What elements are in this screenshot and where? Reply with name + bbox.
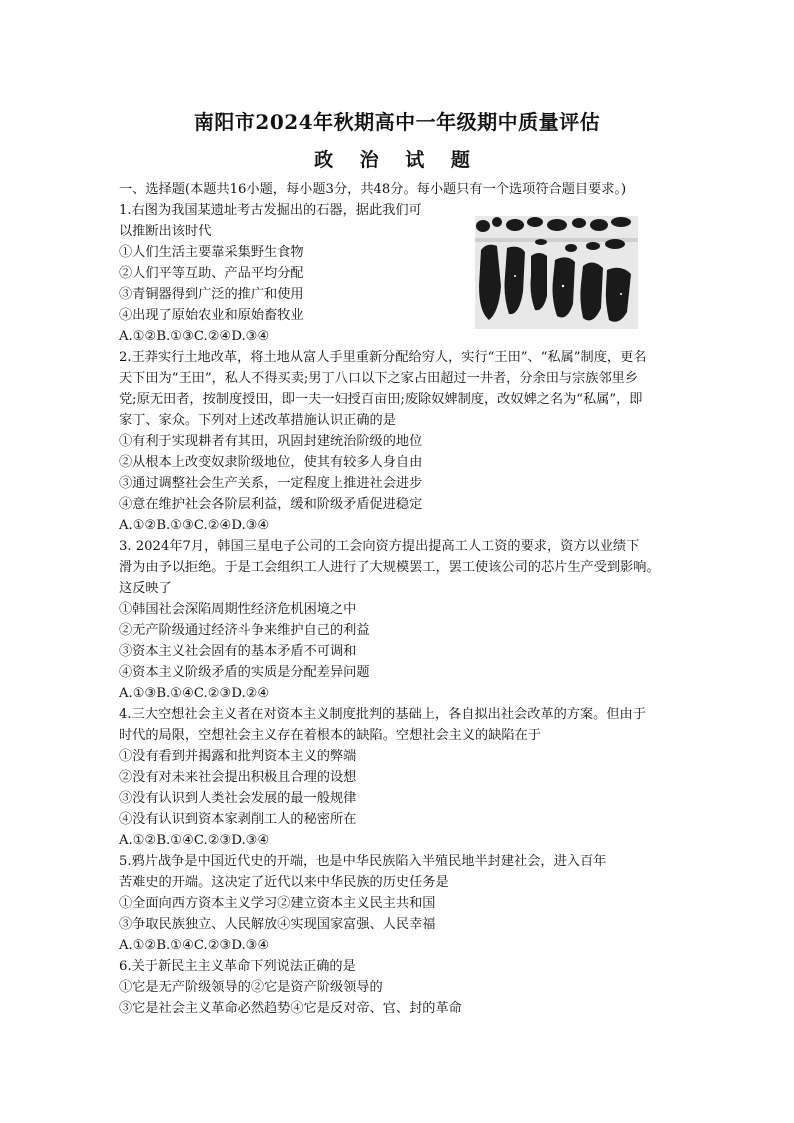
question-5-answers: A.①②B.①④C.②③D.③④ (119, 938, 270, 953)
question-5-stem-line-1: 5.鸦片战争是中国近代史的开端，也是中华民族陷入半殖民地半封建社会，进入百年 (119, 854, 607, 869)
question-5-stem-line-2: 苦难史的开端。这决定了近代以来中华民族的历史任务是 (119, 875, 449, 890)
question-2-option-1: ①有利于实现耕者有其田，巩固封建统治阶级的地位 (119, 434, 423, 449)
question-3-stem-line-2: 滑为由予以拒绝。于是工会组织工人进行了大规模罢工，罢工使该公司的芯片生产受到影响。 (119, 560, 660, 575)
question-2-option-3: ③通过调整社会生产关系，一定程度上推进社会进步 (119, 476, 423, 491)
question-3-stem-line-1: 3. 2024年7月，韩国三星电子公司的工会向资方提出提高工人工资的要求，资方以业绩下 (119, 539, 640, 554)
section-heading: 一、选择题(本题共16小题，每小题3分，共48分。每小题只有一个选项符合题目要求。) (119, 182, 627, 197)
question-6-option-1: ①它是无产阶级领导的②它是资产阶级领导的 (119, 980, 383, 995)
question-2-stem-line-2: 天下田为“王田”，私人不得买卖;男丁八口以下之家占田超过一井者，分余田与宗族邻里乡 (119, 371, 639, 386)
question-2-stem-line-4: 家丁、家众。下列对上述改革措施认识正确的是 (119, 413, 396, 428)
question-3-option-3: ③资本主义社会固有的基本矛盾不可调和 (119, 644, 357, 659)
question-1-option-2: ②人们平等互助、产品平均分配 (119, 266, 304, 281)
question-3-option-2: ②无产阶级通过经济斗争来维护自己的利益 (119, 623, 370, 638)
stone-tools-figure (475, 216, 638, 329)
question-1-option-1: ①人们生活主要靠采集野生食物 (119, 245, 304, 260)
question-4-stem-line-1: 4.三大空想社会主义者在对资本主义制度批判的基础上，各自拟出社会改革的方案。但由于 (119, 707, 646, 722)
question-4-answers: A.①②B.①④C.②③D.③④ (119, 833, 270, 848)
question-1-answers: A.①②B.①③C.②④D.③④ (119, 329, 270, 344)
stone-tools-image (475, 216, 638, 329)
question-3-answers: A.①③B.①④C.②③D.②④ (119, 686, 270, 701)
question-2-stem-line-3: 党;原无田者，按制度授田，即一夫一妇授百亩田;废除奴婢制度，改奴婢之名为“私属”，即 (119, 392, 643, 407)
page-title: 南阳市2024年秋期高中一年级期中质量评估 (193, 110, 601, 134)
question-4-option-3: ③没有认识到人类社会发展的最一般规律 (119, 791, 357, 806)
question-2-stem-line-1: 2.王莽实行土地改革，将土地从富人手里重新分配给穷人，实行“王田”、“私属”制度，更名 (119, 350, 647, 365)
question-3-option-1: ①韩国社会深陷周期性经济危机困境之中 (119, 602, 357, 617)
question-2-answers: A.①②B.①③C.②④D.③④ (119, 518, 270, 533)
question-6-stem-line-1: 6.关于新民主主义革命下列说法正确的是 (119, 959, 356, 974)
question-3-stem-line-3: 这反映了 (119, 581, 172, 596)
question-4-option-1: ①没有看到并揭露和批判资本主义的弊端 (119, 749, 357, 764)
question-1-option-3: ③青铜器得到广泛的推广和使用 (119, 287, 304, 302)
page-subtitle: 政 治 试 题 (314, 149, 480, 171)
question-1-stem-line-2: 以推断出该时代 (119, 224, 212, 239)
question-6-option-2: ③它是社会主义革命必然趋势④它是反对帝、官、封的革命 (119, 1001, 462, 1016)
question-1-stem-line-1: 1.右图为我国某遗址考古发掘出的石器，据此我们可 (119, 203, 422, 218)
question-2-option-4: ④意在维护社会各阶层利益，缓和阶级矛盾促进稳定 (119, 497, 423, 512)
question-4-stem-line-2: 时代的局限，空想社会主义存在着根本的缺陷。空想社会主义的缺陷在于 (119, 728, 541, 743)
question-3-option-4: ④资本主义阶级矛盾的实质是分配差异问题 (119, 665, 370, 680)
question-4-option-4: ④没有认识到资本家剥削工人的秘密所在 (119, 812, 357, 827)
question-2-option-2: ②从根本上改变奴隶阶级地位，使其有较多人身自由 (119, 455, 423, 470)
question-4-option-2: ②没有对未来社会提出积极且合理的设想 (119, 770, 357, 785)
question-5-option-2: ③争取民族独立、人民解放④实现国家富强、人民幸福 (119, 917, 436, 932)
question-5-option-1: ①全面向西方资本主义学习②建立资本主义民主共和国 (119, 896, 436, 911)
question-1-option-4: ④出现了原始农业和原始畜牧业 (119, 308, 304, 323)
